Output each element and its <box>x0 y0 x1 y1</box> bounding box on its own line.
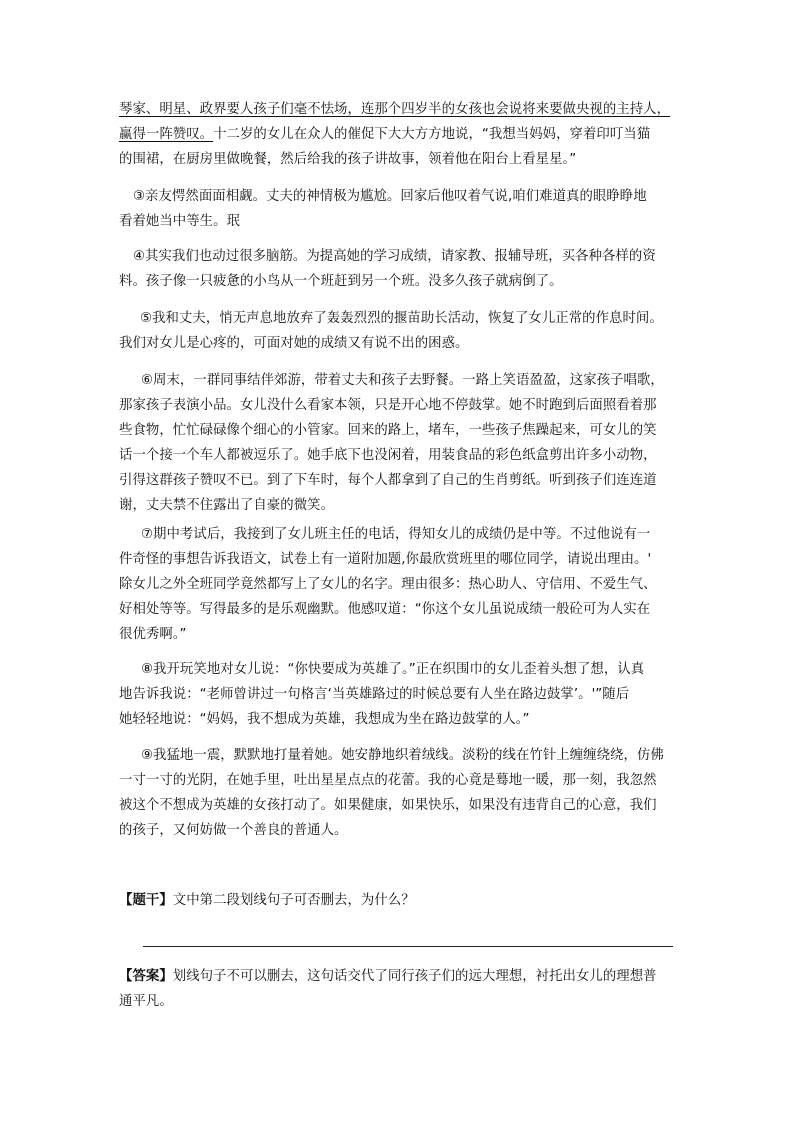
paragraph-line: 引得这群孩子赞叹不已。到了下车时，每个人都拿到了自己的生肖剪纸。听到孩子们连连道 <box>119 473 657 488</box>
paragraph-2 <box>119 97 704 172</box>
answer-text-cont: 通平凡。 <box>119 994 173 1009</box>
paragraph-9 <box>119 743 704 843</box>
underlined-sentence: 赢得一阵赞叹。 <box>119 127 214 142</box>
question-tag: 【题干】 <box>119 893 173 908</box>
answer-text: 划线句子不可以删去，这句话交代了同行孩子们的远大理想，衬托出女儿的理想普 <box>172 969 657 984</box>
paragraph-line: 地告诉我说：“老师曾讲过一句格言‘当英雄路过的时候总要有人坐在路边鼓掌’。'”随后 <box>119 687 630 702</box>
paragraph-3 <box>119 184 718 234</box>
paragraph-line: 件奇怪的事想告诉我语文，试卷上有一道附加题,你最欣赏班里的哪位同学，请说出理由。' <box>119 552 652 567</box>
paragraph-line: 谢，丈夫禁不住露出了自豪的微笑。 <box>119 498 335 513</box>
question <box>119 888 704 913</box>
paragraph-line: 好相处等等。写得最多的是乐观幽默。他感叹道：“你这个女儿虽说成绩一般砼可为人实在 <box>119 602 651 617</box>
paragraph-7 <box>119 522 704 647</box>
paragraph-line: ⑧我开玩笑地对女儿说：“你快要成为英雄了。”正在织围巾的女儿歪着头想了想，认真 <box>141 662 645 677</box>
answer-tag: 【答案】 <box>119 969 173 984</box>
paragraph-line: 些食物，忙忙碌碌像个细心的小管家。回来的路上，堵车，一些孩子焦躁起来，可女儿的笑 <box>119 423 657 438</box>
paragraph-line: ⑦期中考试后，我接到了女儿班主任的电话，得知女儿的成绩仍是中等。不过他说有一 <box>141 527 651 542</box>
paragraph-line: 除女儿之外全班同学竟然都写上了女儿的名字。理由很多：热心助人、守信用、不爱生气、 <box>119 577 657 592</box>
underlined-sentence: 琴家、明星、政界要人孩子们毫不怯场，连那个四岁半的女孩也会说将来要做央视的主持人， <box>119 102 671 117</box>
paragraph-line: 我们对女儿是心疼的，可面对她的成绩又有说不出的困惑。 <box>119 336 469 351</box>
paragraph-line: 她轻轻地说：“妈妈，我不想成为英雄，我想成为坐在路边鼓掌的人。” <box>119 712 530 727</box>
paragraph-5 <box>119 306 725 356</box>
paragraph-line <box>119 97 704 122</box>
paragraph-line: 看着她当中等生。珉 <box>119 214 240 229</box>
paragraph-line: 被这个不想成为英雄的女孩打动了。如果健康，如果快乐，如果没有违背自己的心意，我们 <box>119 798 657 813</box>
paragraph-4 <box>119 244 718 294</box>
paragraph-line: 话一个接一个车人都被逗乐了。她手底下也没闲着，用装食品的彩色纸盒剪出许多小动物， <box>119 448 657 463</box>
sentence-text: 十二岁的女儿在众人的催促下大大方方地说，“我想当妈妈，穿着印叮当猫 <box>213 127 651 142</box>
paragraph-line: 的孩子，又何妨做一个善良的普通人。 <box>119 823 348 838</box>
paragraph-line: ⑥周末，一群同事结伴郊游，带着丈夫和孩子去野餐。一路上笑语盈盈，这家孩子唱歌， <box>141 373 664 388</box>
paragraph-line: 一寸一寸的光阴，在她手里，吐出星星点点的花蕾。我的心竟是蓦地一暖，那一刻，我忽然 <box>119 773 657 788</box>
paragraph-line: ⑤我和丈夫，悄无声息地放弃了轰轰烈烈的揠苗助长活动，恢复了女儿正常的作息时间。 <box>140 311 663 326</box>
paragraph-8 <box>119 657 704 732</box>
paragraph-6 <box>119 368 704 518</box>
paragraph-line: ④其实我们也动过很多脑筋。为提高她的学习成绩，请家教、报辅导班，买各种各样的资 <box>133 249 656 264</box>
question-text: 文中第二段划线句子可否删去，为什么？ <box>172 893 415 908</box>
paragraph-line <box>119 122 704 147</box>
paragraph-line: 很优秀啊。” <box>119 627 187 642</box>
paragraph-line: 那家孩子表演小品。女儿没什么看家本领，只是开心地不停鼓掌。她不时跑到后面照看着那 <box>119 398 657 413</box>
answer <box>119 964 704 1014</box>
paragraph-line: ⑨我猛地一震，默默地打量着她。她安静地织着绒线。淡粉的线在竹针上缠缠绕绕，仿佛 <box>141 748 664 763</box>
paragraph-line: 的围裙，在厨房里做晚餐，然后给我的孩子讲故事，领着他在阳台上看星星。” <box>119 152 577 167</box>
paragraph-line: ③亲友愕然面面相觑。丈夫的神情极为尴尬。回家后他叹着气说,咱们难道真的眼睁睁地 <box>133 189 647 204</box>
paragraph-line: 料。孩子像一只疲惫的小鸟从一个班赶到另一个班。没多久孩子就病倒了。 <box>119 274 563 289</box>
divider-line <box>143 946 673 947</box>
